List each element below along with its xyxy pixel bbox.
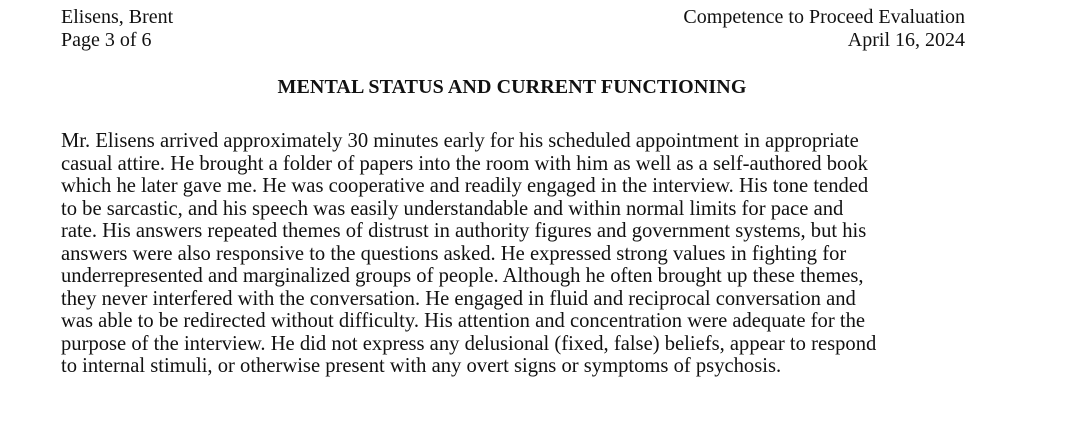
paragraph-line: was able to be redirected without difficulty. His attention and concentration were adequate for the — [61, 310, 866, 332]
page-number: Page 3 of 6 — [61, 29, 152, 51]
paragraph-line: which he later gave me. He was cooperative and readily engaged in the interview. His tone tended — [61, 175, 869, 197]
section-heading: MENTAL STATUS AND CURRENT FUNCTIONING — [277, 76, 747, 98]
paragraph-line: they never interfered with the conversation. He engaged in fluid and reciprocal conversation and — [61, 287, 856, 310]
paragraph-line: rate. His answers repeated themes of distrust in authority figures and government systems, but his — [61, 220, 867, 242]
document-date: April 16, 2024 — [847, 29, 965, 51]
paragraph-line: underrepresented and marginalized groups of people. Although he often brought up these themes, — [61, 265, 864, 287]
paragraph-line: purpose of the interview. He did not express any delusional (fixed, false) beliefs, appear to respond — [61, 332, 877, 355]
paragraph-line: Mr. Elisens arrived approximately 30 minutes early for his scheduled appointment in appropriate — [61, 130, 859, 152]
paragraph-line: casual attire. He brought a folder of papers into the room with him as well as a self-authored book — [61, 152, 868, 175]
paragraph-line: answers were also responsive to the questions asked. He expressed strong values in fighting for — [61, 242, 847, 265]
page-header-left — [61, 6, 173, 52]
section-paragraph — [61, 130, 1080, 378]
page-header-right — [683, 6, 965, 52]
paragraph-line: to be sarcastic, and his speech was easily understandable and within normal limits for pace and — [61, 197, 844, 220]
paragraph-line: to internal stimuli, or otherwise present with any overt signs or symptoms of psychosis. — [61, 355, 782, 377]
document-title: Competence to Proceed Evaluation — [683, 6, 965, 28]
client-name: Elisens, Brent — [61, 6, 174, 28]
